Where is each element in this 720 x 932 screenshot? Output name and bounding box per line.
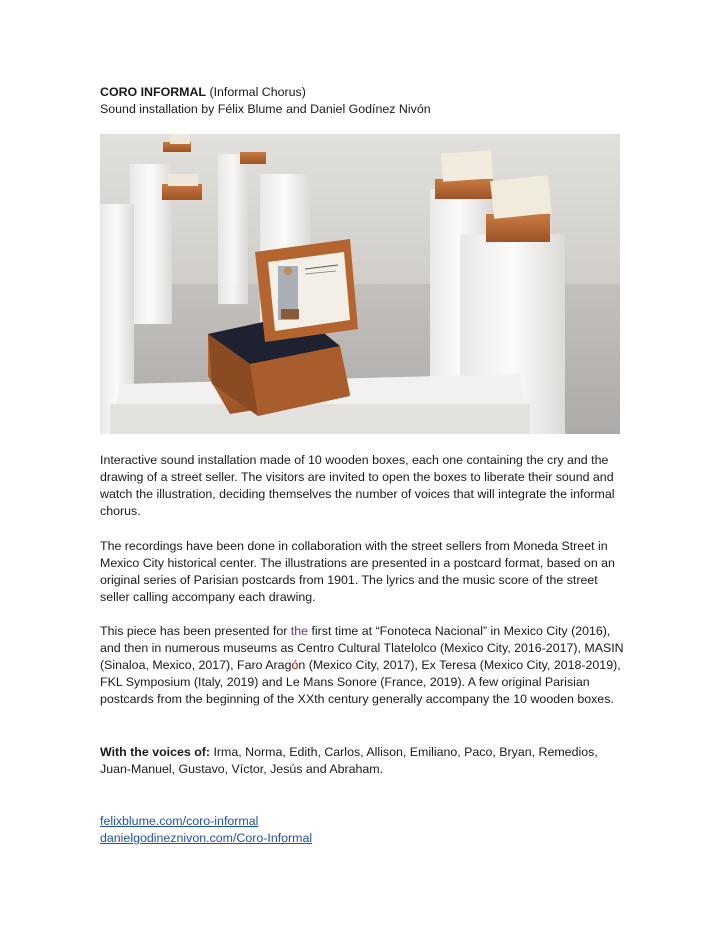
exhibitions-text-a: This piece has been presented for	[100, 624, 291, 638]
voices-names: Irma, Norma, Edith, Carlos, Allison, Emiliano, Paco, Bryan, Remedios, Juan-Manuel, Gustavo, Víctor, Jesús and Abraham.	[100, 745, 598, 776]
paragraph-exhibitions	[100, 623, 625, 708]
link-felixblume[interactable]: felixblume.com/coro-informal	[100, 814, 259, 828]
installation-photo	[100, 134, 620, 434]
exhibitions-text-e: n (Mexico City, 2017), Ex Teresa (Mexico City, 2018-2019), FKL Symposium (Italy, 2019) and Le Mans Sonore (France, 2019). A few original Parisian postcards from the beginning of the XXth century generally accompany the 10 wooden boxes.	[100, 658, 621, 706]
voices-label: With the voices of:	[100, 745, 211, 759]
title-translation: (Informal Chorus)	[206, 85, 306, 99]
links-block	[100, 813, 625, 847]
installation-photo-drawing	[100, 134, 620, 434]
title-bold: CORO INFORMAL	[100, 85, 206, 99]
exhibitions-highlight-o: ó	[291, 658, 299, 672]
link-danielgodineznivon[interactable]: danielgodineznivon.com/Coro-Informal	[100, 831, 313, 845]
exhibitions-text-c: first time at “Fonoteca Nacional” in Mexico City (2016), and then in numerous museums as Centro Cultural Tlatelolco (Mexico City, 2016-2017), MASIN (Sinaloa, Mexico, 2017), Faro Arag	[100, 624, 624, 672]
subtitle: Sound installation by Félix Blume and Daniel Godínez Nivón	[100, 102, 431, 116]
title-line	[100, 84, 625, 101]
paragraph-recordings: The recordings have been done in collaboration with the street sellers from Moneda Street in Mexico City historical center. The illustrations are presented in a postcard format, based on an original series of Parisian postcards from 1901. The lyrics and the music score of the street seller calling accompany each drawing.	[100, 539, 615, 604]
paragraph-voices	[100, 744, 625, 778]
exhibitions-highlight-the: the	[290, 624, 309, 638]
paragraph-description: Interactive sound installation made of 10 wooden boxes, each one containing the cry and the drawing of a street seller. The visitors are invited to open the boxes to liberate their sound and watch the illustration, deciding themselves the number of voices that will integrate the informal chorus.	[100, 453, 615, 518]
title-block	[100, 84, 625, 118]
